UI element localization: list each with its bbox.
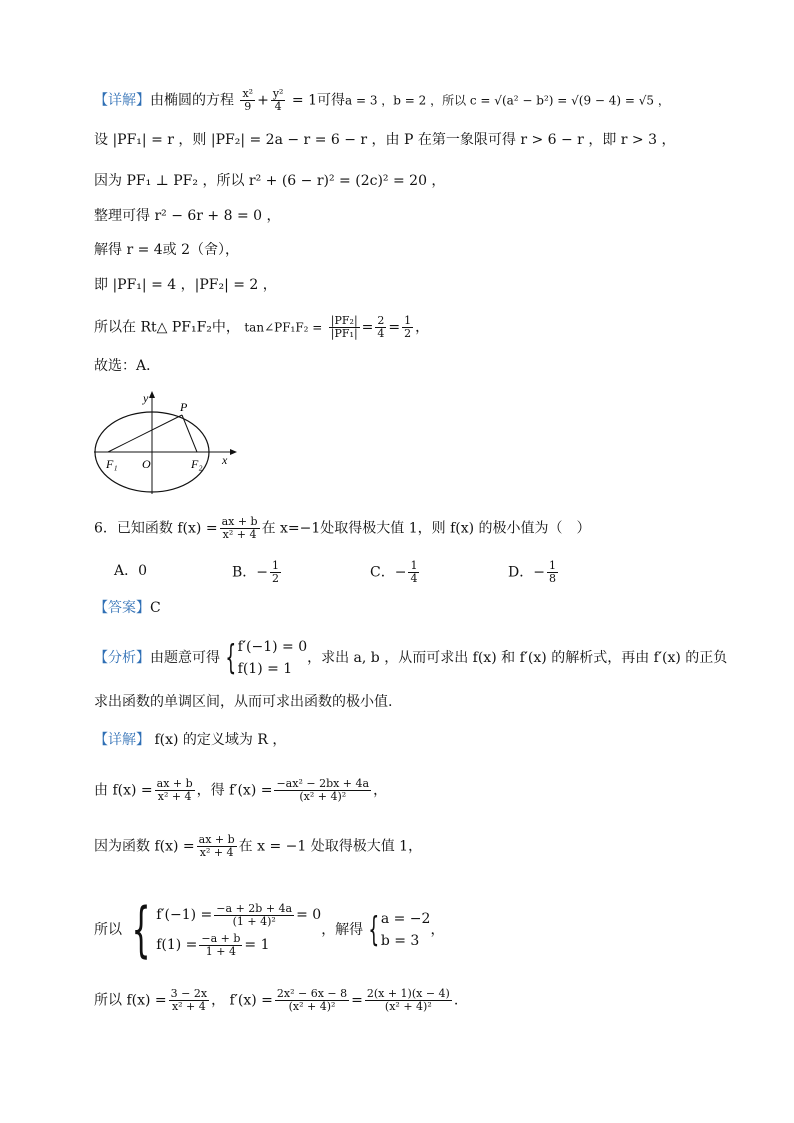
fraction: $\frac{\text{y²}}{4}$ [272,87,284,113]
fraction: $\frac{ax + b}{\text{x² + 4}}$ [221,515,258,541]
explain-tag: 【详解】 [94,92,150,109]
explain-line-4: 整理可得 r² − 6r + 8 = 0 ， [94,208,281,224]
analysis-line-1: 【分析】由题意可得 { f′(−1) = 0 f(1) = 1 ，求出 a, b ，从而可求出 f(x) 和 f′(x) 的解析式，再由 f′(x) 的正负 [94,638,728,678]
explain-line-5: 解得 r = 4或 2（舍）， [94,242,240,258]
explain-line-7: 所以在 Rt△ PF₁F₂中， tan∠PF₁F₂ = $\frac{\text{|PF₂|}}{\text{|PF₁|}}$ = $\frac{2}{4}$ = $\frac{1}{2}$ ， [94,314,430,340]
p-label: P [180,400,188,414]
fraction: $\frac{1}{2}$ [404,314,412,340]
detail-line-5: 所以 f(x) = $\frac{3 - 2x}{\text{x² + 4}}$ ， f′(x) = $\frac{\text{2x² − 6x − 8}}{\text{(x² + 4)²}}$ = $\frac{2(x + 1)(x - 4)}{\text{(x² + 4)²}}$ . [94,987,459,1013]
explain-line-3: 因为 PF₁ ⊥ PF₂ ，所以 r² + (6 − r)² = (2c)² = 20 ， [94,173,446,189]
explain-line-8: 故选：A． [94,358,161,374]
answer-line [94,598,161,618]
f1-label: F₁ [106,457,118,471]
text: a = 3 ，b = 2 ，所以 c = √(a² − b²) = √(9 − 4) = √5 ， [344,93,670,108]
detail-line-3: 因为函数 f(x) = $\frac{ax + b}{\text{x² + 4}}$ 在 x = −1 处取得极大值 1， [94,833,423,859]
choice-a[interactable]: A．0 [114,563,148,579]
fraction: $\frac{\text{x²}}{9}$ [242,87,254,113]
explain-line-6: 即 |PF₁| = 4 ，|PF₂| = 2 ， [94,277,277,293]
detail-line-1: 【详解】 f(x) 的定义域为 R ， [94,732,287,748]
y-label: y [143,391,149,405]
choice-c[interactable]: C．− $\frac{1}{4}$ [370,559,418,585]
choice-d[interactable]: D．− $\frac{1}{8}$ [508,559,556,585]
answer-tag: 【答案】 [94,600,150,616]
text: = 1可得 [291,92,345,109]
answer-value: C [150,600,161,616]
o-label: O [142,457,151,471]
detail-line-4: 所以 { f′(−1) = $\frac{-a + 2b + 4a}{\text{(1 + 4)²}}$ = 0 f(1) = $\frac{-a + b}{1 + 4}$ = 1 ，解得 { a = −2 b = 3 ， [94,895,445,965]
fraction: $\frac{2}{4}$ [377,314,385,340]
fraction: $\frac{\text{|PF₂|}}{\text{|PF₁|}}$ [330,314,358,340]
analysis-line-2: 求出函数的单调区间，从而可求出函数的极小值. [94,694,393,710]
text: 由椭圆的方程 [150,92,234,109]
choice-b[interactable]: B．− $\frac{1}{2}$ [232,559,280,585]
x-label: x [222,453,228,467]
f2-label: F₂ [191,457,203,471]
detail-line-2: 由 f(x) = $\frac{ax + b}{\text{x² + 4}}$ ，得 f′(x) = $\frac{\text{−ax² − 2bx + 4a}}{\text{(x² + 4)²}}$ ， [94,777,388,803]
question-6-stem: 6．已知函数 f(x) = $\frac{ax + b}{\text{x² + 4}}$ 在 x=−1处取得极大值 1，则 f(x) 的极小值为（ ） [94,515,591,541]
ellipse-figure [94,388,244,498]
explain-line-2: 设 |PF₁| = r ，则 |PF₂| = 2a − r = 6 − r ，由 P 在第一象限可得 r > 6 − r ，即 r > 3 ， [94,132,676,148]
explain-line-1: 【详解】由椭圆的方程 $\frac{\text{x²}}{9}$ + $\frac{\text{y²}}{4}$ = 1可得a = 3 ，b = 2 ，所以 c = √(a² − b²) = √(9 − 4) = √5 ， [94,87,670,113]
